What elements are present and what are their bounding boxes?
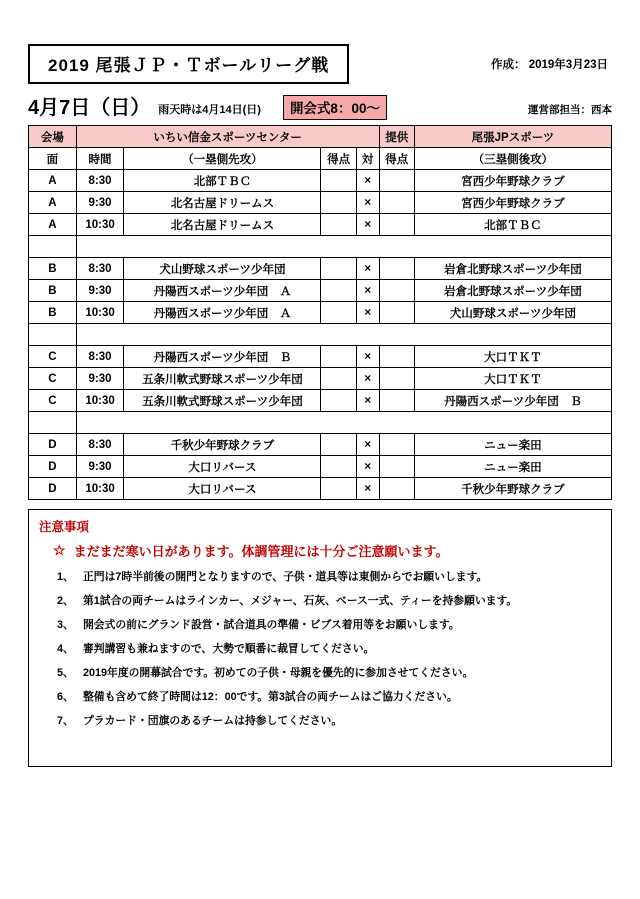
cell-score-away [379,478,414,500]
cell-field: C [29,390,77,412]
cell-vs: × [356,170,379,192]
cell-away-team: 千秋少年野球クラブ [414,478,611,500]
table-row [29,390,612,412]
cell-field: B [29,280,77,302]
cell-time: 10:30 [76,214,124,236]
cell-home-team: 北名古屋ドリームス [124,192,321,214]
table-row [29,368,612,390]
spacer-cell [76,412,611,434]
notes-list [39,569,601,728]
cell-away-team: 岩倉北野球スポーツ少年団 [414,280,611,302]
cell-vs: × [356,214,379,236]
cell-field: B [29,302,77,324]
cell-score-away [379,258,414,280]
cell-time: 10:30 [76,302,124,324]
note-number: 1、 [57,571,74,583]
cell-score-home [321,214,356,236]
cell-score-home [321,456,356,478]
col-time: 時間 [76,148,124,170]
cell-vs: × [356,302,379,324]
cell-score-home [321,346,356,368]
notes-section [28,509,612,767]
header-center-name: いちい信金スポーツセンター [76,126,379,148]
note-text: 2019年度の開幕試合です。初めての子供・母親を優先的に参加させてください。 [83,667,474,679]
cell-score-home [321,192,356,214]
cell-field: C [29,368,77,390]
note-text: 第1試合の両チームはラインカー、メジャー、石灰、ベース一式、ティーを持参願います。 [83,595,518,607]
cell-field: C [29,346,77,368]
note-number: 2、 [57,595,74,607]
cell-vs: × [356,258,379,280]
table-row [29,456,612,478]
cell-score-away [379,434,414,456]
note-number: 3、 [57,619,74,631]
cell-score-home [321,390,356,412]
cell-home-team: 北名古屋ドリームス [124,214,321,236]
table-row [29,280,612,302]
schedule-table-body [29,170,612,500]
cell-field: A [29,170,77,192]
table-row [29,192,612,214]
cell-vs: × [356,456,379,478]
col-field: 面 [29,148,77,170]
cell-score-away [379,456,414,478]
header-sponsor-label: 提供 [379,126,414,148]
table-row [29,214,612,236]
subheader-row [28,91,612,120]
cell-score-away [379,280,414,302]
note-number: 4、 [57,643,74,655]
cell-score-away [379,346,414,368]
note-number: 7、 [57,715,74,727]
list-item [57,617,601,632]
made-by-label: 作成： 2019年3月23日 [491,59,608,71]
cell-home-team: 丹陽西スポーツ少年団 Ａ [124,280,321,302]
cell-home-team: 五条川軟式野球スポーツ少年団 [124,390,321,412]
cell-vs: × [356,368,379,390]
cell-vs: × [356,478,379,500]
spacer-cell [29,412,77,434]
col-team-third-base: （三塁側後攻） [414,148,611,170]
list-item [57,593,601,608]
cell-home-team: 犬山野球スポーツ少年団 [124,258,321,280]
table-row [29,434,612,456]
table-row [29,170,612,192]
cell-away-team: 宮西少年野球クラブ [414,170,611,192]
cell-score-away [379,390,414,412]
page-title: 2019 尾張ＪＰ・Ｔボールリーグ戦 [28,44,349,84]
col-score-away: 得点 [379,148,414,170]
col-score-home: 得点 [321,148,356,170]
cell-score-away [379,192,414,214]
cell-vs: × [356,434,379,456]
table-row [29,302,612,324]
cell-field: A [29,214,77,236]
cell-score-home [321,368,356,390]
star-icon: ☆ [53,542,66,558]
cell-time: 8:30 [76,346,124,368]
col-team-first-base: （一塁側先攻） [124,148,321,170]
table-row [29,258,612,280]
note-text: 正門は7時半前後の開門となりますので、子供・道具等は東側からでお願いします。 [83,571,488,583]
table-spacer-row [29,324,612,346]
spacer-cell [76,236,611,258]
cell-score-home [321,280,356,302]
col-vs: 対 [356,148,379,170]
note-number: 6、 [57,691,74,703]
cell-time: 8:30 [76,170,124,192]
cell-score-home [321,170,356,192]
notes-title: 注意事項 [39,520,90,534]
cell-away-team: 北部ＴＢＣ [414,214,611,236]
cell-score-home [321,434,356,456]
cell-away-team: ニュー楽田 [414,434,611,456]
note-text: 開会式の前にグランド設営・試合道具の準備・ビブス着用等をお願いします。 [83,619,460,631]
list-item [57,569,601,584]
cell-score-away [379,170,414,192]
cell-score-home [321,302,356,324]
note-number: 5、 [57,667,74,679]
spacer-cell [29,324,77,346]
list-item [57,665,601,680]
cell-score-home [321,258,356,280]
table-column-header-row [29,148,612,170]
cell-time: 9:30 [76,456,124,478]
list-item [57,713,601,728]
list-item [57,641,601,656]
cell-vs: × [356,280,379,302]
cell-score-away [379,214,414,236]
table-row [29,478,612,500]
header-venue: 会場 [29,126,77,148]
cell-home-team: 大口リバース [124,478,321,500]
cell-field: D [29,456,77,478]
list-item [57,689,601,704]
opening-ceremony-badge: 開会式8：00〜 [283,95,387,120]
cell-home-team: 大口リバース [124,456,321,478]
cell-vs: × [356,192,379,214]
cell-time: 8:30 [76,258,124,280]
note-text: 整備も含めて終了時間は12：00です。第3試合の両チームはご協力ください。 [83,691,458,703]
cell-home-team: 千秋少年野球クラブ [124,434,321,456]
cell-away-team: ニュー楽田 [414,456,611,478]
cell-away-team: 大口ＴＫＴ [414,368,611,390]
cell-home-team: 丹陽西スポーツ少年団 Ｂ [124,346,321,368]
cell-away-team: 丹陽西スポーツ少年団 Ｂ [414,390,611,412]
staff-in-charge: 運営部担当：西本 [528,104,612,116]
cell-home-team: 五条川軟式野球スポーツ少年団 [124,368,321,390]
cell-time: 10:30 [76,478,124,500]
cell-vs: × [356,390,379,412]
cell-score-home [321,478,356,500]
cell-home-team: 北部ＴＢＣ [124,170,321,192]
header-row [28,44,612,84]
cell-away-team: 大口ＴＫＴ [414,346,611,368]
table-group-header-row [29,126,612,148]
notes-highlight [53,541,601,560]
rain-date-note: 雨天時は4月14日(日) [158,104,261,116]
cell-field: B [29,258,77,280]
cell-away-team: 岩倉北野球スポーツ少年団 [414,258,611,280]
table-row [29,346,612,368]
cell-field: D [29,434,77,456]
cell-home-team: 丹陽西スポーツ少年団 Ａ [124,302,321,324]
note-text: 審判講習も兼ねますので、大勢で順番に裁冒してください。 [83,643,375,655]
cell-time: 8:30 [76,434,124,456]
table-spacer-row [29,412,612,434]
header-sponsor-name: 尾張JPスポーツ [414,126,611,148]
cell-score-away [379,302,414,324]
note-text: プラカード・団旗のあるチームは持参してください。 [83,715,343,727]
notes-highlight-text: まだまだ寒い日があります。体調管理には十分ご注意願います。 [73,544,449,559]
cell-away-team: 犬山野球スポーツ少年団 [414,302,611,324]
table-spacer-row [29,236,612,258]
cell-vs: × [356,346,379,368]
schedule-table [28,125,612,500]
event-date: 4月7日（日） [28,97,151,119]
cell-time: 9:30 [76,368,124,390]
cell-score-away [379,368,414,390]
spacer-cell [76,324,611,346]
cell-time: 9:30 [76,280,124,302]
cell-field: D [29,478,77,500]
spacer-cell [29,236,77,258]
cell-time: 9:30 [76,192,124,214]
cell-field: A [29,192,77,214]
cell-away-team: 宮西少年野球クラブ [414,192,611,214]
cell-time: 10:30 [76,390,124,412]
